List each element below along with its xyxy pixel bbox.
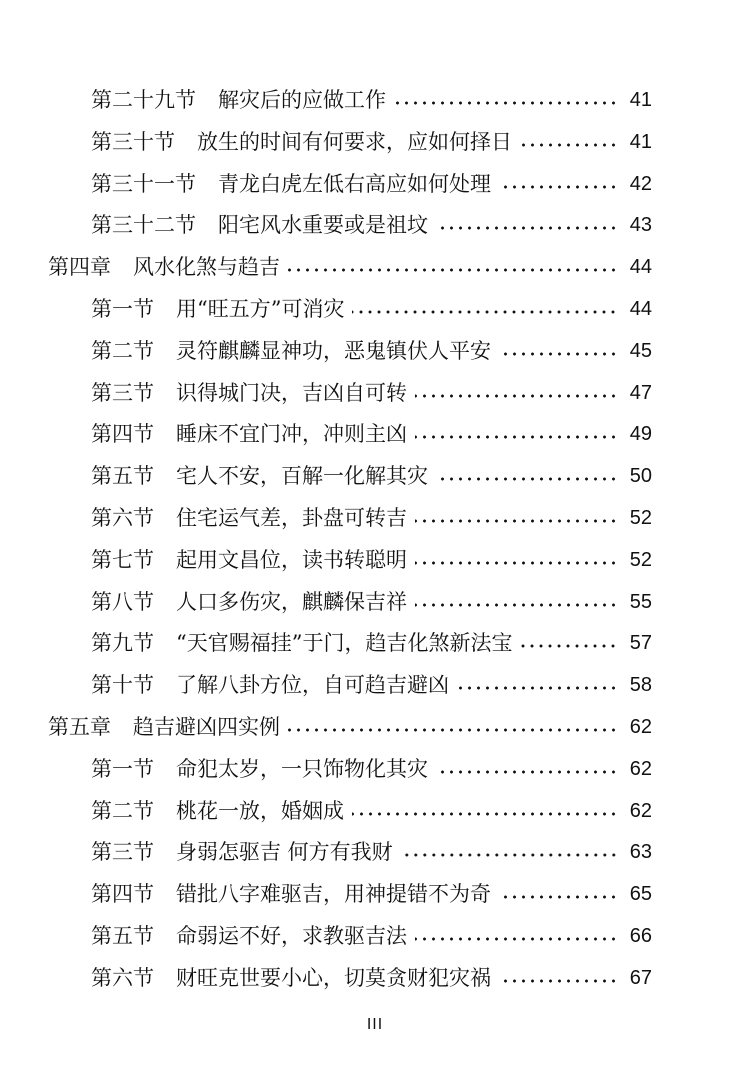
toc-section-entry — [91, 498, 652, 538]
toc-entry-title: 用“旺五方”可消灾 — [176, 297, 345, 321]
toc-entry-label: 第七节 — [91, 547, 154, 572]
toc-section-entry — [91, 373, 652, 413]
toc-entry-label: 第一节 — [91, 756, 154, 781]
toc-entry-page-number: 45 — [629, 339, 652, 362]
toc-dot-leader — [288, 268, 618, 272]
toc-entry-title: 宅人不安，百解一化解其灾 — [176, 464, 428, 489]
toc-entry-page-number: 44 — [629, 298, 652, 320]
toc-section-entry — [91, 414, 652, 454]
toc-section-entry — [91, 665, 652, 705]
toc-entry-page-number: 58 — [629, 674, 652, 697]
toc-entry-title: 阳宅风水重要或是祖坟 — [218, 213, 428, 238]
toc-entry-title: 解灾后的应做工作 — [218, 88, 386, 112]
toc-section-entry — [91, 540, 652, 580]
toc-section-entry — [91, 832, 652, 872]
toc-dot-leader — [457, 686, 618, 690]
toc-dot-leader — [415, 394, 618, 398]
toc-entry-title: “天官赐福挂”于门，趋吉化煞新法宝 — [176, 631, 513, 656]
toc-entry-page-number: 65 — [629, 883, 652, 906]
toc-entry-label: 第三十节 — [91, 129, 175, 154]
toc-dot-leader — [436, 770, 618, 774]
toc-section-entry — [91, 80, 652, 120]
toc-dot-leader — [499, 352, 618, 356]
toc-entry-title: 睡床不宜门冲，冲则主凶 — [176, 422, 407, 447]
toc-dot-leader — [436, 226, 618, 230]
toc-entry-label: 第九节 — [91, 631, 154, 656]
toc-dot-leader — [415, 603, 618, 607]
toc-entry-page-number: 42 — [629, 172, 652, 195]
toc-dot-leader — [415, 561, 618, 565]
toc-entry-page-number: 44 — [629, 256, 652, 279]
toc-entry-title: 风水化煞与趋吉 — [133, 255, 280, 280]
toc-entry-page-number: 50 — [629, 465, 652, 488]
toc-dot-leader — [520, 143, 618, 147]
toc-entry-title: 起用文昌位，读书转聪明 — [176, 547, 407, 572]
toc-entry-page-number: 67 — [629, 966, 652, 989]
toc-dot-leader — [394, 101, 618, 105]
toc-entry-page-number: 41 — [629, 89, 652, 111]
toc-section-entry — [91, 623, 652, 663]
toc-chapter-entry — [48, 707, 652, 747]
toc-entry-label: 第二节 — [91, 798, 154, 823]
toc-entry-label: 第四章 — [48, 255, 111, 280]
toc-entry-label: 第三十二节 — [91, 213, 196, 238]
toc-entry-label: 第一节 — [91, 297, 154, 321]
toc-dot-leader — [499, 185, 618, 189]
toc-entry-title: 身弱怎驱吉 何方有我财 — [176, 840, 393, 865]
toc-entry-title: 了解八卦方位，自可趋吉避凶 — [176, 673, 449, 698]
toc-entry-page-number: 63 — [629, 841, 652, 864]
toc-dot-leader — [415, 519, 618, 523]
toc-entry-label: 第五节 — [91, 924, 154, 948]
toc-section-entry — [91, 289, 652, 329]
toc-dot-leader — [499, 895, 618, 899]
toc-section-entry — [91, 916, 652, 956]
toc-entry-page-number: 49 — [629, 423, 652, 446]
toc-entry-page-number: 43 — [629, 214, 652, 237]
toc-dot-leader — [499, 979, 618, 983]
toc-section-entry — [91, 164, 652, 204]
toc-entry-label: 第八节 — [91, 589, 154, 614]
toc-section-entry — [91, 582, 652, 622]
toc-entry-title: 趋吉避凶四实例 — [133, 715, 280, 739]
toc-entry-page-number: 52 — [629, 507, 652, 529]
toc-dot-leader — [436, 477, 618, 481]
toc-entry-title: 命弱运不好，求教驱吉法 — [176, 924, 407, 948]
toc-entry-page-number: 52 — [629, 548, 652, 571]
toc-entry-page-number: 62 — [629, 757, 652, 780]
toc-dot-leader — [415, 937, 618, 941]
toc-dot-leader — [415, 435, 618, 439]
toc-entry-title: 人口多伤灾，麒麟保吉祥 — [176, 589, 407, 614]
toc-dot-leader — [352, 812, 618, 816]
toc-section-entry — [91, 791, 652, 831]
toc-section-entry — [91, 456, 652, 496]
toc-entry-label: 第三节 — [91, 840, 154, 865]
toc-entry-page-number: 47 — [629, 381, 652, 404]
toc-entry-title: 放生的时间有何要求，应如何择日 — [197, 129, 512, 154]
toc-entry-title: 命犯太岁，一只饰物化其灾 — [176, 756, 428, 781]
toc-entry-label: 第四节 — [91, 882, 154, 907]
toc-entry-label: 第三十一节 — [91, 171, 196, 196]
toc-entry-label: 第六节 — [91, 506, 154, 530]
toc-entry-title: 青龙白虎左低右高应如何处理 — [218, 171, 491, 196]
toc-dot-leader — [520, 644, 618, 648]
toc-entry-title: 错批八字难驱吉，用神提错不为奇 — [176, 882, 491, 907]
toc-section-entry — [91, 874, 652, 914]
toc-entry-title: 财旺克世要小心，切莫贪财犯灾祸 — [176, 965, 491, 990]
toc-section-entry — [91, 122, 652, 162]
toc-entry-label: 第六节 — [91, 965, 154, 990]
toc-entry-page-number: 41 — [629, 130, 652, 153]
page-folio: III — [366, 1016, 384, 1033]
toc-entry-title: 桃花一放，婚姻成 — [176, 798, 344, 823]
toc-section-entry — [91, 205, 652, 245]
toc-entry-label: 第三节 — [91, 380, 154, 405]
toc-section-entry — [91, 958, 652, 998]
toc-entry-label: 第二节 — [91, 338, 154, 363]
toc-entry-label: 第十节 — [91, 673, 154, 698]
toc-entry-page-number: 62 — [629, 716, 652, 738]
toc-entry-label: 第五节 — [91, 464, 154, 489]
toc-entry-label: 第五章 — [48, 715, 111, 739]
toc-chapter-entry — [48, 247, 652, 287]
toc-entry-title: 住宅运气差，卦盘可转吉 — [176, 506, 407, 530]
toc-section-entry — [91, 749, 652, 789]
toc-entry-page-number: 62 — [629, 799, 652, 822]
toc-dot-leader — [401, 853, 618, 857]
toc-dot-leader — [288, 728, 618, 732]
toc-section-entry — [91, 331, 652, 371]
toc-entry-title: 灵符麒麟显神功，恶鬼镇伏人平安 — [176, 338, 491, 363]
toc-entry-page-number: 55 — [629, 590, 652, 613]
toc-entry-page-number: 66 — [629, 925, 652, 947]
toc-entry-label: 第四节 — [91, 422, 154, 447]
toc-dot-leader — [352, 310, 618, 314]
toc-entry-title: 识得城门决，吉凶自可转 — [176, 380, 407, 405]
toc-entry-label: 第二十九节 — [91, 88, 196, 112]
toc-entry-page-number: 57 — [629, 632, 652, 655]
